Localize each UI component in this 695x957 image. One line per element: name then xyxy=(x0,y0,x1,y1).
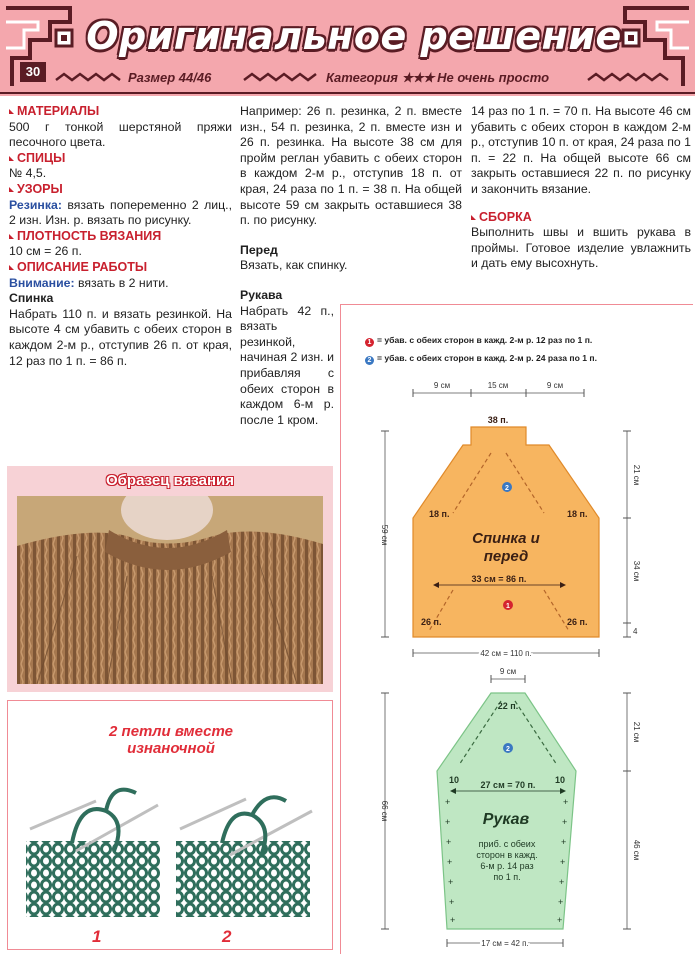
stitch-drawing xyxy=(16,771,326,921)
attention-text: Внимание: вязать в 2 нити. xyxy=(9,275,169,290)
corner-marker-icon xyxy=(9,156,14,161)
svg-text:+: + xyxy=(448,877,454,887)
sleeve-note-2: сторон в кажд. xyxy=(476,850,538,860)
header-banner xyxy=(0,0,695,96)
pattern-diagram xyxy=(340,304,693,954)
sleeves-text: Набрать 42 п., вязать резинкой, начиная 2 изн. и прибавляя с обеих сторон в каждом 6-м р. после 1 кром. xyxy=(240,303,334,427)
sleeve-side-left: 10 xyxy=(449,775,460,785)
body-mid-width: 33 см = 86 п. xyxy=(471,574,527,584)
body-rib-height: 4 xyxy=(633,627,638,636)
stitch-title-line-2: изнаночной xyxy=(127,740,215,757)
needles-heading: СПИЦЫ xyxy=(9,151,232,167)
svg-text:+: + xyxy=(557,915,563,925)
back-text-continued: Например: 26 п. резинка, 2 п. вместе изн., 54 п. резинка, 2 п. вместе изн и 26 п. резинка. На высоте 38 см для пройм реглан убавить с обеих сторон в каждом 2-м р., отступив 18 п. от края, 24 раза по 1 п. = 38 п. На общей высоте 59 см закрыть оставшиеся 38 п. по рисунку. xyxy=(240,104,462,228)
body-title-2: перед xyxy=(483,548,529,565)
svg-text:+: + xyxy=(559,877,565,887)
neck-stitches: 38 п. xyxy=(487,415,509,425)
sleeve-piece xyxy=(380,667,641,948)
figure-1-label: 1 xyxy=(92,927,102,946)
svg-text:+: + xyxy=(445,817,451,827)
knitting-sample xyxy=(7,466,333,692)
density-text: 10 см = 26 п. xyxy=(9,244,82,259)
legend-2: 2 = убав. с обеих сторон в кажд. 2-м р. 24 раза по 1 п. xyxy=(365,353,597,365)
sleeve-note-3: 6-м р. 14 раз xyxy=(480,861,534,871)
marker-2-body-num: 2 xyxy=(505,485,509,492)
corner-marker-icon xyxy=(9,234,14,239)
corner-marker-icon xyxy=(9,109,14,114)
back-text: Набрать 110 п. и вязать резинкой. На высоте 4 см убавить с обеих сторон в каждом 2-м р., отступив 26 п. от края, 12 раз по 1 п. = 86 п. xyxy=(9,306,232,368)
svg-text:+: + xyxy=(445,797,451,807)
sleeve-height: 46 см xyxy=(632,839,641,861)
schematic xyxy=(341,305,694,955)
assembly-text: Выполнить швы и вшить рукава в проймы. Готовое изделие увлажнить и дать ему высохнуть. xyxy=(471,225,691,271)
patterns-text: Резинка: вязать попеременно 2 лиц., 2 изн. Изн. р. вязать по рисунку. xyxy=(9,197,232,228)
legend-1: 1 = убав. с обеих сторон в кажд. 2-м р. 12 раз по 1 п. xyxy=(365,335,592,347)
description-heading: ОПИСАНИЕ РАБОТЫ xyxy=(9,260,232,276)
sleeve-mid-width: 27 см = 70 п. xyxy=(480,780,536,790)
stitch-title xyxy=(8,723,334,757)
svg-text:+: + xyxy=(450,915,456,925)
figure-2-label: 2 xyxy=(222,927,232,946)
patterns-heading: УЗОРЫ xyxy=(9,182,232,198)
sample-title: Образец вязания xyxy=(105,472,235,489)
body-total-height: 59 см xyxy=(380,524,389,546)
svg-text:+: + xyxy=(561,837,567,847)
front-heading: Перед xyxy=(240,242,278,257)
density-heading: ПЛОТНОСТЬ ВЯЗАНИЯ xyxy=(9,229,232,245)
page-title: Оригинальное решение xyxy=(86,14,622,58)
svg-text:+: + xyxy=(563,797,569,807)
bottom-right-stitches: 26 п. xyxy=(567,617,588,627)
size-label: Размер 44/46 xyxy=(128,70,212,85)
column-1 xyxy=(9,104,232,369)
materials-heading: МАТЕРИАЛЫ xyxy=(9,104,232,120)
stitch-title-line-1: 2 петли вместе xyxy=(109,723,233,740)
sample-photo xyxy=(17,496,323,684)
needles-text: № 4,5. xyxy=(9,166,47,181)
body-bottom-width: 42 см = 110 п. xyxy=(480,649,532,658)
category-label: Категория xyxy=(326,70,398,85)
back-heading: Спинка xyxy=(9,291,54,306)
svg-text:+: + xyxy=(560,857,566,867)
marker-1-icon: 1 xyxy=(365,338,374,347)
armhole-right: 18 п. xyxy=(567,509,588,519)
sleeve-note-1: приб. с обеих xyxy=(478,839,536,849)
materials-text: 500 г тонкой шерстяной пряжи песочного цвета. xyxy=(9,119,232,150)
body-top-left-width: 9 см xyxy=(433,381,451,390)
sleeve-total-height: 66 см xyxy=(380,800,389,822)
column-3 xyxy=(471,104,691,272)
body-top-right-width: 9 см xyxy=(546,381,564,390)
sleeve-raglan-height: 21 см xyxy=(632,721,641,743)
sleeve-side-right: 10 xyxy=(555,775,566,785)
sleeve-top-stitches: 22 п. xyxy=(497,701,519,711)
difficulty-stars: ★★★ xyxy=(401,70,434,85)
body-title-1: Спинка и xyxy=(472,530,540,547)
corner-marker-icon xyxy=(9,265,14,270)
bottom-left-stitches: 26 п. xyxy=(421,617,442,627)
sleeve-bottom-width: 17 см = 42 п. xyxy=(481,939,529,948)
svg-text:+: + xyxy=(447,857,453,867)
armhole-left: 18 п. xyxy=(429,509,450,519)
body-height: 34 см xyxy=(632,560,641,582)
sleeve-note-4: по 1 п. xyxy=(493,872,521,882)
front-text: Вязать, как спинку. xyxy=(240,258,348,273)
body-raglan-height: 21 см xyxy=(632,464,641,486)
category-value: Не очень просто xyxy=(437,70,550,85)
stitch-illustration xyxy=(7,700,333,950)
svg-text:+: + xyxy=(562,817,568,827)
svg-text:+: + xyxy=(558,897,564,907)
page-number: 30 xyxy=(20,62,46,82)
body-top-center-width: 15 см xyxy=(487,381,509,390)
sleeve-top-width: 9 см xyxy=(499,667,517,676)
marker-2-sleeve-num: 2 xyxy=(506,746,510,753)
corner-marker-icon xyxy=(471,215,476,220)
marker-1-body-num: 1 xyxy=(506,603,510,610)
svg-text:+: + xyxy=(449,897,455,907)
corner-marker-icon xyxy=(9,187,14,192)
sleeve-title: Рукав xyxy=(482,811,530,828)
category-line xyxy=(326,70,549,86)
assembly-heading: СБОРКА xyxy=(471,210,691,226)
sleeves-heading: Рукава xyxy=(240,287,283,302)
marker-2-icon: 2 xyxy=(365,356,374,365)
sleeves-text-continued: 14 раз по 1 п. = 70 п. На высоте 46 см убавить с обеих сторон в каждом 2-м р., отступив 10 п. от края, 24 раза по 1 п. = 22 п. На общей высоте 66 см закрыть оставшиеся 22 п. по рисунку и закончить вязание. xyxy=(471,104,691,196)
svg-text:+: + xyxy=(446,837,452,847)
body-piece xyxy=(380,381,641,658)
